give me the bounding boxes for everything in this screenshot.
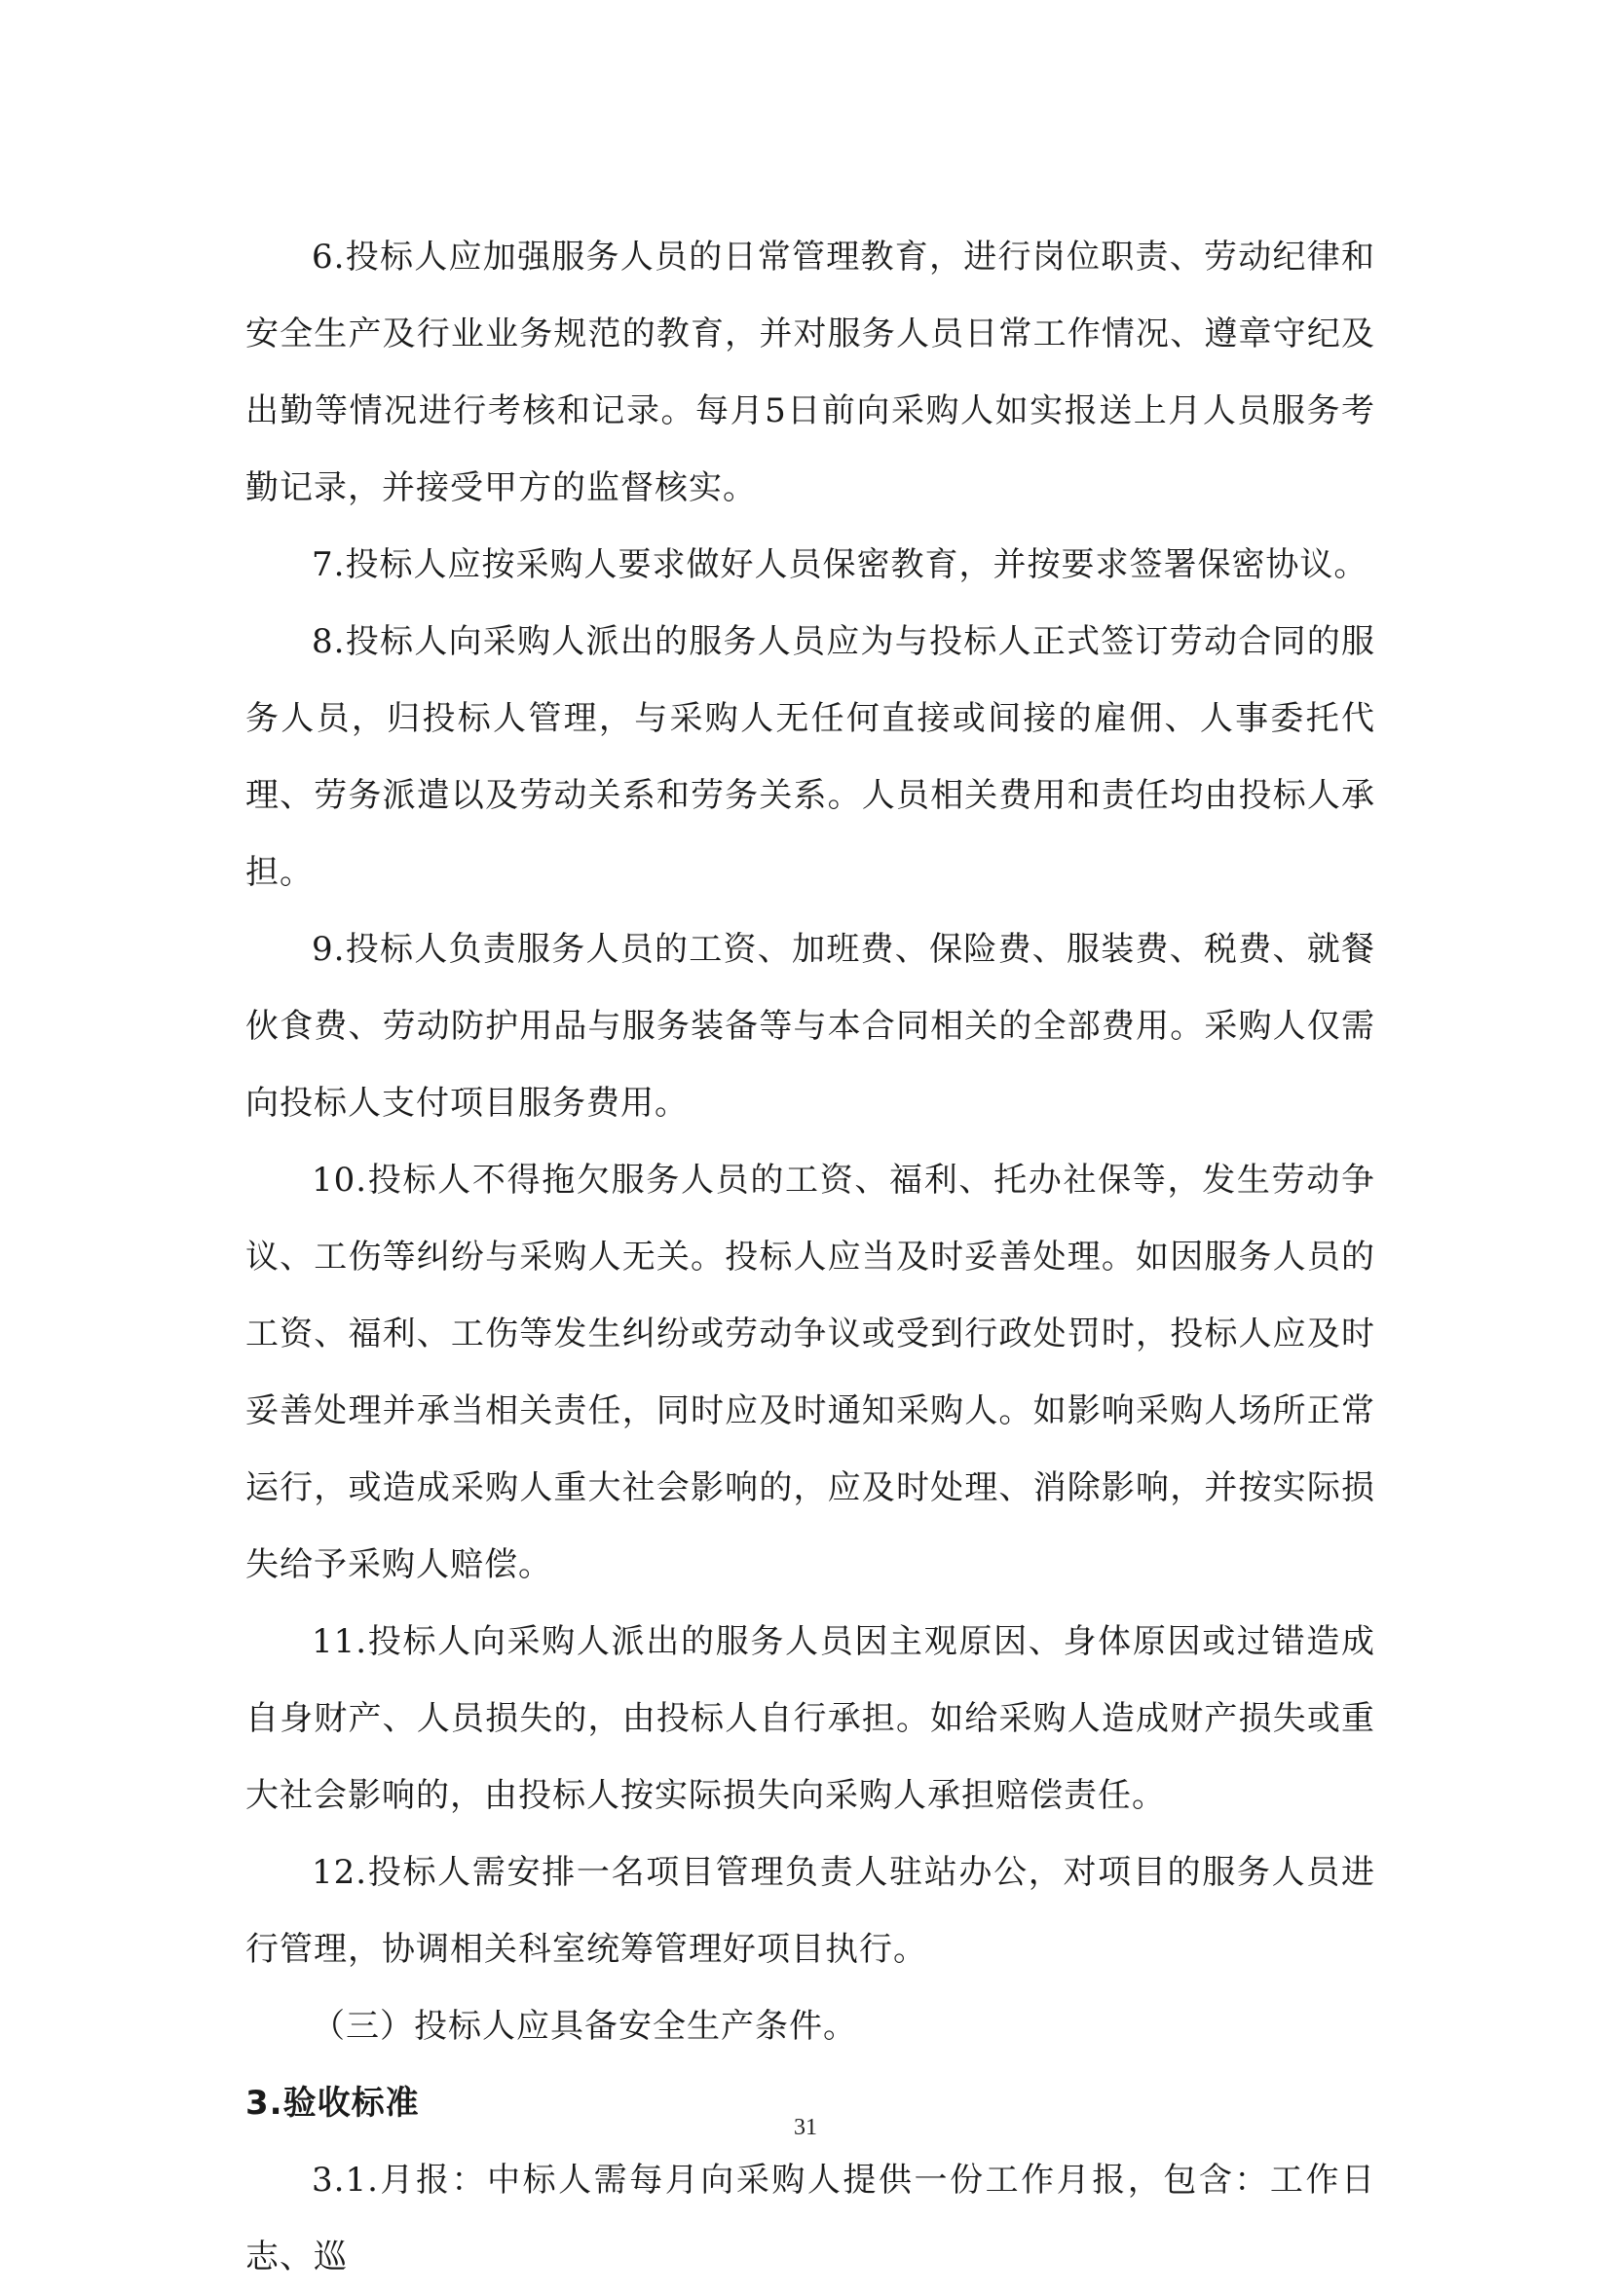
paragraph-8: 8.投标人向采购人派出的服务人员应为与投标人正式签订劳动合同的服务人员，归投标人管理，与采购人无任何直接或间接的雇佣、人事委托代理、劳务派遣以及劳动关系和劳务关系。人员相关费用和责任均由投标人承担。: [245, 622, 1375, 892]
paragraph-6: 6.投标人应加强服务人员的日常管理教育，进行岗位职责、劳动纪律和安全生产及行业业务规范的教育，并对服务人员日常工作情况、遵章守纪及出勤等情况进行考核和记录。每月5日前向采购人如实报送上月人员服务考勤记录，并接受甲方的监督核实。: [245, 238, 1375, 507]
paragraph-3-1-monthly-report: 3.1.月报：中标人需每月向采购人提供一份工作月报，包含：工作日志、巡: [245, 2161, 1375, 2277]
paragraph-7: 7.投标人应按采购人要求做好人员保密教育，并按要求签署保密协议。: [312, 545, 1368, 584]
page-number: 31: [794, 2115, 817, 2140]
paragraph-9: 9.投标人负责服务人员的工资、加班费、保险费、服装费、税费、就餐伙食费、劳动防护用品与服务装备等与本合同相关的全部费用。采购人仅需向投标人支付项目服务费用。: [245, 930, 1375, 1123]
paragraph-safety-condition: （三）投标人应具备安全生产条件。: [312, 2007, 857, 2046]
paragraph-11: 11.投标人向采购人派出的服务人员因主观原因、身体原因或过错造成自身财产、人员损失的，由投标人自行承担。如给采购人造成财产损失或重大社会影响的，由投标人按实际损失向采购人承担赔偿责任。: [245, 1622, 1375, 1815]
paragraph-12: 12.投标人需安排一名项目管理负责人驻站办公，对项目的服务人员进行管理，协调相关科室统筹管理好项目执行。: [245, 1853, 1375, 1969]
paragraph-10: 10.投标人不得拖欠服务人员的工资、福利、托办社保等，发生劳动争议、工伤等纠纷与采购人无关。投标人应当及时妥善处理。如因服务人员的工资、福利、工伤等发生纠纷或劳动争议或受到行政处罚时，投标人应及时妥善处理并承当相关责任，同时应及时通知采购人。如影响采购人场所正常运行，或造成采购人重大社会影响的，应及时处理、消除影响，并按实际损失给予采购人赔偿。: [245, 1161, 1375, 1584]
section-heading-acceptance: 3.验收标准: [245, 2084, 420, 2123]
document-body: [245, 219, 1375, 2296]
